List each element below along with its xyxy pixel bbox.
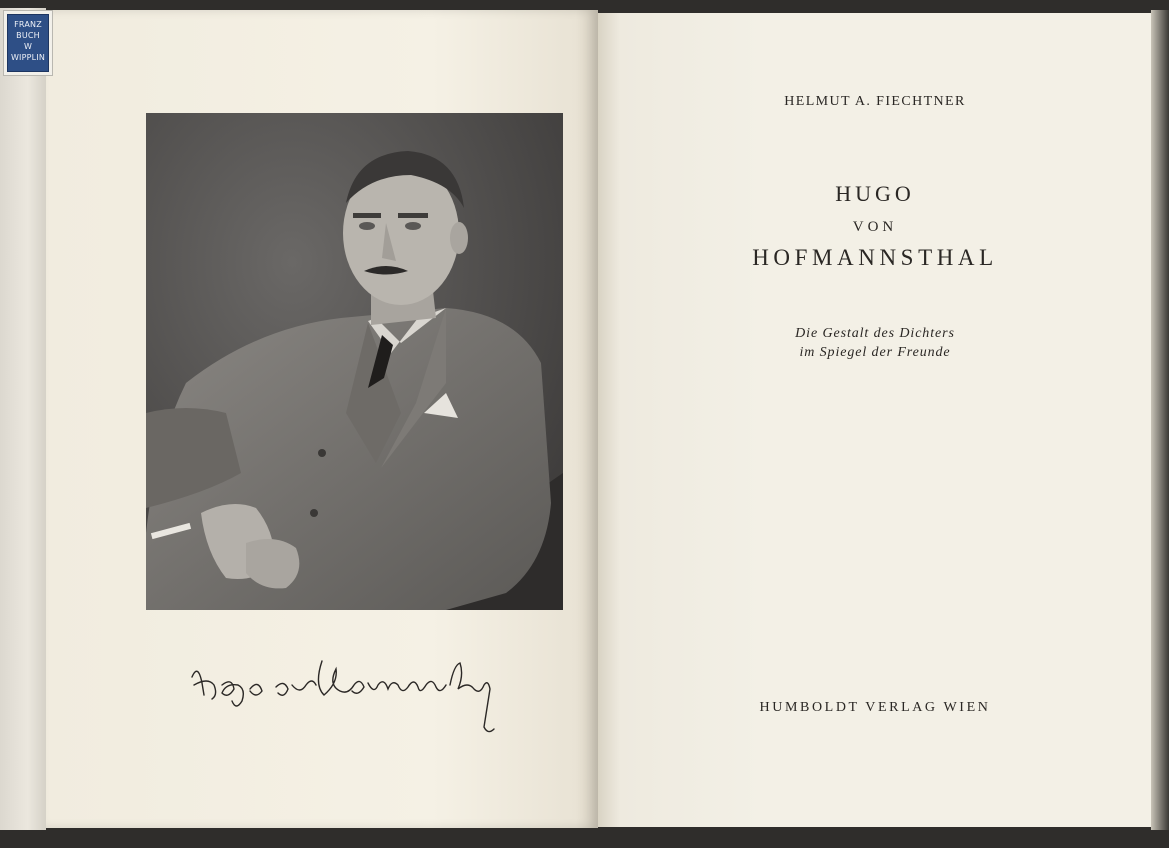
portrait-illustration	[146, 113, 563, 610]
subtitle-line-1: Die Gestalt des Dichters	[795, 326, 955, 341]
title-line-1: HUGO	[835, 181, 915, 206]
title-line-3: HOFMANNSTHAL	[752, 245, 998, 270]
bookseller-sticker-label	[7, 14, 49, 72]
subtitle	[640, 324, 1110, 362]
subtitle-line-2: im Spiegel der Freunde	[799, 345, 951, 360]
publisher: HUMBOLDT VERLAG WIEN	[759, 700, 991, 715]
title-line-2: VON	[852, 219, 898, 235]
sticker-line-3: W	[23, 42, 33, 51]
endpaper	[0, 8, 46, 830]
portrait-photo	[146, 113, 563, 610]
sticker-line-2: BUCH	[16, 31, 40, 40]
page-edge	[1151, 10, 1169, 830]
signature	[188, 655, 508, 740]
author-name: HELMUT A. FIECHTNER	[784, 94, 966, 109]
signature-handwriting	[188, 655, 508, 740]
sticker-line-4: WIPPLIN	[10, 53, 46, 62]
bookseller-sticker	[3, 10, 53, 76]
sticker-line-1: FRANZ	[14, 20, 42, 29]
